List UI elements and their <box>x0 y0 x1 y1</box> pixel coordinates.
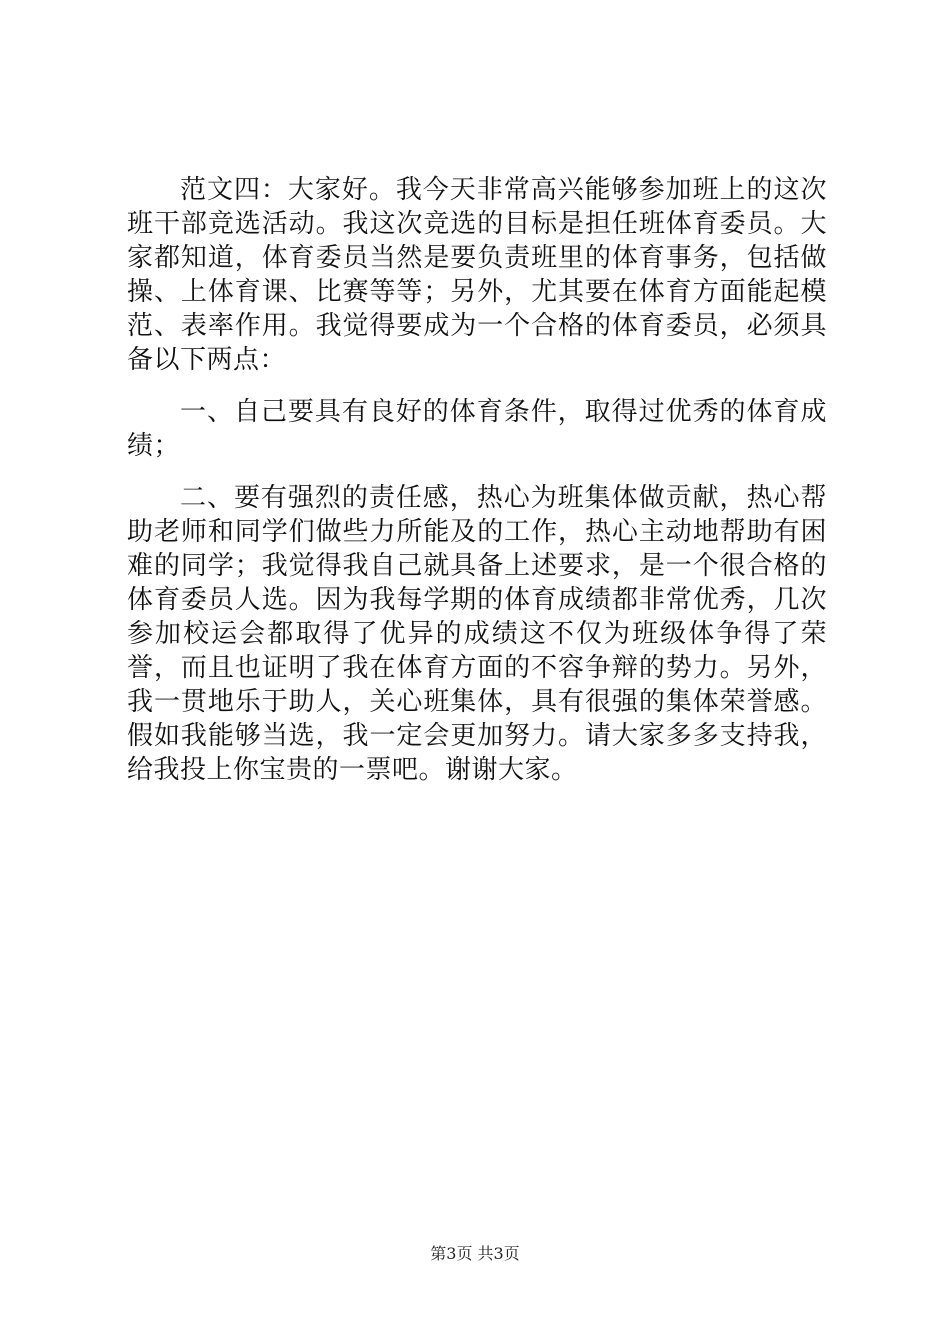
paragraph-intro: 范文四：大家好。我今天非常高兴能够参加班上的这次班干部竞选活动。我这次竞选的目标是担任班体育委员。大家都知道，体育委员当然是要负责班里的体育事务，包括做操、上体育课、比赛等等；另外，尤其要在体育方面能起模范、表率作用。我觉得要成为一个合格的体育委员，必须具备以下两点： <box>127 175 827 375</box>
document-body <box>127 173 827 787</box>
paragraph-point-two: 二、要有强烈的责任感，热心为班集体做贡献，热心帮助老师和同学们做些力所能及的工作，热心主动地帮助有困难的同学；我觉得我自己就具备上述要求，是一个很合格的体育委员人选。因为我每学期的体育成绩都非常优秀，几次参加校运会都取得了优异的成绩这不仅为班级体争得了荣誉，而且也证明了我在体育方面的不容争辩的势力。另外，我一贯地乐于助人，关心班集体，具有很强的集体荣誉感。假如我能够当选，我一定会更加努力。请大家多多支持我，给我投上你宝贵的一票吧。谢谢大家。 <box>127 483 827 785</box>
paragraph-point-one: 一、自己要具有良好的体育条件，取得过优秀的体育成绩； <box>127 397 827 461</box>
page-footer: 第3页 共3页 <box>430 1244 520 1263</box>
